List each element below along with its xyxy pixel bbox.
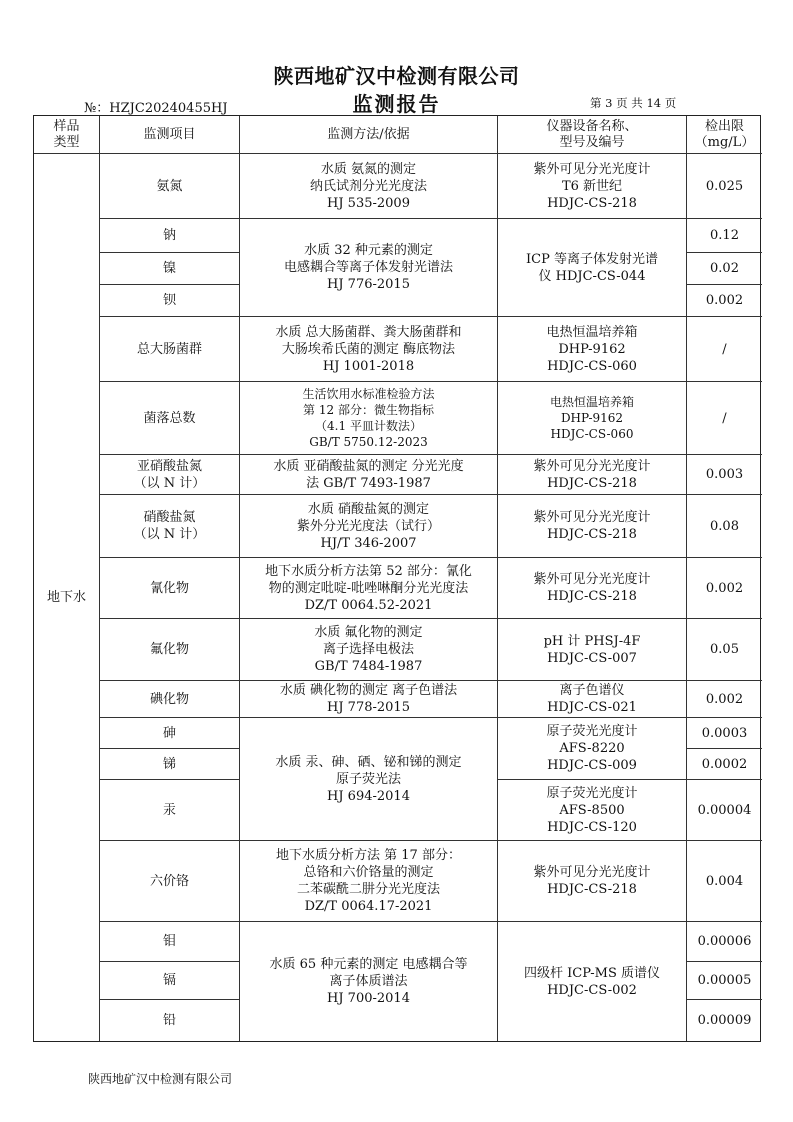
limit-cell: 0.002 <box>687 285 762 317</box>
instrument-cell: 紫外可见分光光度计 HDJC-CS-218 <box>498 455 687 495</box>
limit-cell: 0.02 <box>687 253 762 285</box>
limit-cell: / <box>687 317 762 382</box>
item-cell: 总大肠菌群 <box>100 317 240 382</box>
company-title: 陕西地矿汉中检测有限公司 <box>273 64 520 88</box>
method-cell: 水质 氟化物的测定 离子选择电极法 GB/T 7484-1987 <box>240 619 498 681</box>
item-cell: 碘化物 <box>100 681 240 718</box>
method-cell: 地下水质分析方法第 52 部分：氰化 物的测定吡啶-吡唑啉酮分光光度法 DZ/T 0064.52-2021 <box>240 558 498 619</box>
method-cell: 水质 32 种元素的测定 电感耦合等离子体发射光谱法 HJ 776-2015 <box>240 219 498 317</box>
limit-cell: 0.00005 <box>687 962 762 1000</box>
col-header-item: 监测项目 <box>100 116 240 154</box>
limit-cell: 0.00004 <box>687 780 762 841</box>
instrument-cell: 紫外可见分光光度计 HDJC-CS-218 <box>498 495 687 558</box>
instrument-cell: 紫外可见分光光度计 T6 新世纪 HDJC-CS-218 <box>498 154 687 219</box>
item-cell: 汞 <box>100 780 240 841</box>
report-title: 监测报告 <box>352 92 441 116</box>
limit-cell: 0.003 <box>687 455 762 495</box>
instrument-cell: 四级杆 ICP-MS 质谱仪 HDJC-CS-002 <box>498 922 687 1041</box>
instrument-cell: pH 计 PHSJ-4F HDJC-CS-007 <box>498 619 687 681</box>
item-cell: 镉 <box>100 962 240 1000</box>
limit-cell: 0.004 <box>687 841 762 922</box>
limit-cell: / <box>687 382 762 455</box>
item-cell: 钼 <box>100 922 240 962</box>
method-cell: 水质 65 种元素的测定 电感耦合等 离子体质谱法 HJ 700-2014 <box>240 922 498 1041</box>
monitoring-table <box>33 115 761 1042</box>
instrument-cell: 电热恒温培养箱 DHP-9162 HDJC-CS-060 <box>498 382 687 455</box>
col-header-sample-type: 样品 类型 <box>34 116 100 154</box>
method-cell: 水质 氨氮的测定 纳氏试剂分光光度法 HJ 535-2009 <box>240 154 498 219</box>
method-cell: 地下水质分析方法 第 17 部分： 总铬和六价铬量的测定 二苯碳酰二肼分光光度法 DZ/T 0064.17-2021 <box>240 841 498 922</box>
limit-cell: 0.002 <box>687 558 762 619</box>
sample-type-cell: 地下水 <box>34 154 100 1041</box>
item-cell: 硝酸盐氮 （以 N 计） <box>100 495 240 558</box>
item-cell: 氰化物 <box>100 558 240 619</box>
method-cell: 生活饮用水标准检验方法 第 12 部分：微生物指标 （4.1 平皿计数法） GB/T 5750.12-2023 <box>240 382 498 455</box>
limit-cell: 0.12 <box>687 219 762 253</box>
limit-cell: 0.05 <box>687 619 762 681</box>
limit-cell: 0.025 <box>687 154 762 219</box>
instrument-cell: 原子荧光光度计 AFS-8220 HDJC-CS-009 <box>498 718 687 780</box>
method-cell: 水质 亚硝酸盐氮的测定 分光光度 法 GB/T 7493-1987 <box>240 455 498 495</box>
item-cell: 钡 <box>100 285 240 317</box>
item-cell: 菌落总数 <box>100 382 240 455</box>
limit-cell: 0.002 <box>687 681 762 718</box>
instrument-cell: ICP 等离子体发射光谱 仪 HDJC-CS-044 <box>498 219 687 317</box>
method-cell: 水质 硝酸盐氮的测定 紫外分光光度法（试行） HJ/T 346-2007 <box>240 495 498 558</box>
item-cell: 六价铬 <box>100 841 240 922</box>
item-cell: 镍 <box>100 253 240 285</box>
method-cell: 水质 总大肠菌群、粪大肠菌群和 大肠埃希氏菌的测定 酶底物法 HJ 1001-2018 <box>240 317 498 382</box>
instrument-cell: 离子色谱仪 HDJC-CS-021 <box>498 681 687 718</box>
item-cell: 亚硝酸盐氮 （以 N 计） <box>100 455 240 495</box>
col-header-limit: 检出限 （mg/L） <box>687 116 762 154</box>
limit-cell: 0.00006 <box>687 922 762 962</box>
item-cell: 氟化物 <box>100 619 240 681</box>
footer-company: 陕西地矿汉中检测有限公司 <box>88 1072 233 1086</box>
limit-cell: 0.0002 <box>687 749 762 780</box>
item-cell: 氨氮 <box>100 154 240 219</box>
instrument-cell: 原子荧光光度计 AFS-8500 HDJC-CS-120 <box>498 780 687 841</box>
instrument-cell: 紫外可见分光光度计 HDJC-CS-218 <box>498 841 687 922</box>
method-cell: 水质 汞、砷、硒、铋和锑的测定 原子荧光法 HJ 694-2014 <box>240 718 498 841</box>
method-cell: 水质 碘化物的测定 离子色谱法 HJ 778-2015 <box>240 681 498 718</box>
limit-cell: 0.08 <box>687 495 762 558</box>
item-cell: 砷 <box>100 718 240 749</box>
item-cell: 锑 <box>100 749 240 780</box>
col-header-instrument: 仪器设备名称、 型号及编号 <box>498 116 687 154</box>
col-header-method: 监测方法/依据 <box>240 116 498 154</box>
page-info: 第 3 页 共 14 页 <box>590 96 677 110</box>
item-cell: 钠 <box>100 219 240 253</box>
instrument-cell: 电热恒温培养箱 DHP-9162 HDJC-CS-060 <box>498 317 687 382</box>
limit-cell: 0.0003 <box>687 718 762 749</box>
limit-cell: 0.00009 <box>697 1013 752 1028</box>
item-cell: 铅 <box>100 1000 240 1041</box>
instrument-cell: 紫外可见分光光度计 HDJC-CS-218 <box>498 558 687 619</box>
report-number: №：HZJC20240455HJ <box>84 101 228 116</box>
